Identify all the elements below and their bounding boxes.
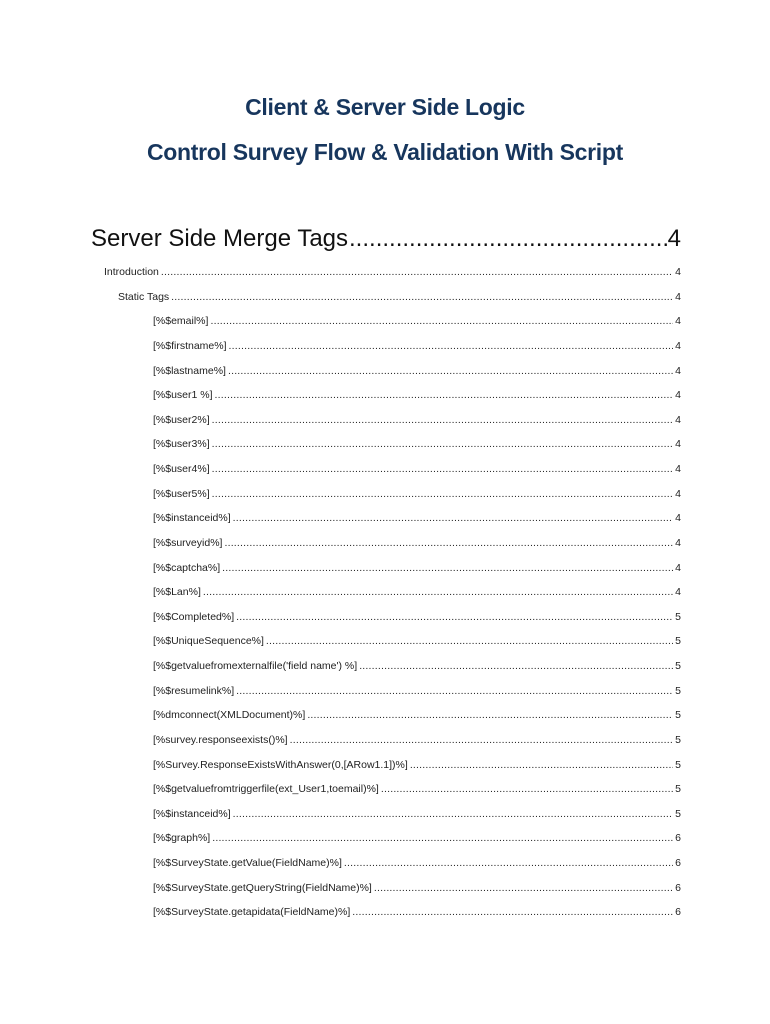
toc-entry-page-number: 4	[675, 512, 681, 525]
toc-entry-label: [%$instanceid%]	[153, 807, 231, 820]
toc-entry-page-number: 4	[675, 536, 681, 549]
toc-entry-label: [%Survey.ResponseExistsWithAnswer(0,[ARow1.1])%]	[153, 758, 408, 771]
toc-entry[interactable]	[153, 484, 681, 504]
toc-entry[interactable]	[153, 508, 681, 528]
toc-entry-page-number: 5	[675, 783, 681, 796]
toc-entry[interactable]	[153, 878, 681, 898]
toc-leader-dots	[236, 607, 673, 627]
toc-entry-page-number: 5	[675, 733, 681, 746]
toc-entry-page-number: 4	[675, 487, 681, 500]
toc-entry-label: [%dmconnect(XMLDocument)%]	[153, 709, 306, 722]
document-title: Client & Server Side Logic	[245, 94, 525, 120]
toc-leader-dots	[212, 410, 674, 430]
toc-entry[interactable]	[153, 361, 681, 381]
toc-entry-page-number: 4	[675, 438, 681, 451]
toc-entry-label: Introduction	[104, 266, 159, 278]
toc-entry-page-number: 4	[675, 561, 681, 574]
toc-entry-label: [%$email%]	[153, 315, 209, 328]
toc-entry-label: [%$SurveyState.getValue(FieldName)%]	[153, 857, 342, 870]
toc-leader-dots	[266, 631, 673, 651]
toc-leader-dots	[410, 755, 673, 775]
toc-entry-page-number: 4	[675, 463, 681, 476]
toc-entry-page-number: 6	[675, 906, 681, 919]
toc-entry[interactable]	[153, 804, 681, 824]
toc-entry-label: [%$graph%]	[153, 832, 211, 845]
toc-entry-page-number: 4	[675, 315, 681, 328]
toc-entry[interactable]	[153, 631, 681, 651]
toc-entry-page-number: 6	[675, 857, 681, 870]
toc-entry[interactable]	[153, 902, 681, 922]
toc-entry-page-number: 4	[675, 586, 681, 599]
toc-main-page-number: 4	[667, 225, 681, 252]
toc-entry-page-number: 5	[675, 807, 681, 820]
toc-entry[interactable]	[104, 262, 681, 282]
toc-entry-page-number: 4	[675, 290, 681, 303]
toc-entry[interactable]	[153, 385, 681, 405]
toc-entry-label: Static Tags	[118, 290, 170, 303]
toc-entry[interactable]	[153, 434, 681, 454]
toc-leader-dots	[359, 656, 673, 676]
toc-entry-label: [%$captcha%]	[153, 561, 221, 574]
toc-entry-label: [%$Lan%]	[153, 586, 201, 599]
toc-entry-label: [%$getvaluefromexternalfile('field name') %]	[153, 660, 358, 673]
toc-entry-page-number: 4	[675, 413, 681, 426]
toc-entry[interactable]	[153, 607, 681, 627]
toc-leader-dots	[233, 804, 674, 824]
toc-entry[interactable]	[153, 311, 681, 331]
toc-entry-page-number: 5	[675, 709, 681, 722]
toc-entry[interactable]	[153, 410, 681, 430]
toc-entry-label: [%$getvaluefromtriggerfile(ext_User1,toemail)%]	[153, 783, 379, 796]
toc-entry-label: [%$lastname%]	[153, 364, 226, 377]
toc-leader-dots	[236, 681, 673, 701]
toc-entry[interactable]	[153, 459, 681, 479]
toc-leader-dots	[222, 558, 673, 578]
toc-leader-dots	[290, 730, 674, 750]
toc-entry-label: [%$user2%]	[153, 413, 210, 426]
toc-entry-label: [%$UniqueSequence%]	[153, 635, 264, 648]
toc-entry-label: [%$SurveyState.getQueryString(FieldName)%]	[153, 881, 372, 894]
toc-leader-dots	[161, 262, 673, 282]
toc-leader-dots	[210, 311, 673, 331]
toc-entry[interactable]	[153, 533, 681, 553]
toc-leader-dots	[212, 484, 674, 504]
toc-entry[interactable]	[153, 779, 681, 799]
toc-entry[interactable]	[118, 287, 681, 307]
toc-entry-label: [%$SurveyState.getapidata(FieldName)%]	[153, 906, 351, 919]
toc-leader-dots	[215, 385, 674, 405]
toc-entry-page-number: 5	[675, 610, 681, 623]
toc-entry-page-number: 4	[675, 266, 681, 278]
toc-leader-dots	[171, 287, 673, 307]
toc-leader-dots	[352, 902, 673, 922]
toc-main-label: Server Side Merge Tags	[91, 225, 349, 252]
toc-leader-dots	[229, 336, 674, 356]
toc-entry-label: [%$user4%]	[153, 463, 210, 476]
toc-leader-dots	[307, 705, 673, 725]
toc-leader-dots	[212, 459, 674, 479]
toc-entry-page-number: 4	[675, 389, 681, 402]
toc-entry-page-number: 5	[675, 660, 681, 673]
toc-entry[interactable]	[153, 828, 681, 848]
toc-entry[interactable]	[153, 730, 681, 750]
toc-entry-label: [%$user5%]	[153, 487, 210, 500]
toc-entry[interactable]	[153, 681, 681, 701]
toc-leader-dots	[212, 828, 673, 848]
toc-entry[interactable]	[153, 853, 681, 873]
toc-leader-dots	[344, 853, 673, 873]
toc-leader-dots	[374, 878, 673, 898]
toc-entry-page-number: 6	[675, 832, 681, 845]
toc-entry-page-number: 5	[675, 758, 681, 771]
toc-entry-page-number: 4	[675, 339, 681, 352]
toc-entry-page-number: 6	[675, 881, 681, 894]
toc-leader-dots	[224, 533, 673, 553]
toc-main-entry[interactable]	[91, 223, 681, 255]
toc-entry-label: [%$resumelink%]	[153, 684, 235, 697]
toc-leader-dots	[228, 361, 673, 381]
toc-entry[interactable]	[153, 705, 681, 725]
toc-entry[interactable]	[153, 558, 681, 578]
toc-entry-label: [%$surveyid%]	[153, 536, 223, 549]
toc-entry-label: [%survey.responseexists()%]	[153, 733, 288, 746]
toc-leader-dots	[349, 223, 667, 255]
toc-entry-page-number: 4	[675, 364, 681, 377]
toc-leader-dots	[233, 508, 674, 528]
toc-leader-dots	[203, 582, 673, 602]
toc-entry[interactable]	[153, 582, 681, 602]
toc-entry-label: [%$instanceid%]	[153, 512, 231, 525]
toc-entry[interactable]	[153, 656, 681, 676]
toc-entry-label: [%$user1 %]	[153, 389, 213, 402]
toc-entry-label: [%$user3%]	[153, 438, 210, 451]
document-subtitle: Control Survey Flow & Validation With Script	[146, 139, 624, 165]
toc-entry-label: [%$firstname%]	[153, 339, 227, 352]
toc-leader-dots	[212, 434, 674, 454]
toc-entry-page-number: 5	[675, 635, 681, 648]
toc-entry-label: [%$Completed%]	[153, 610, 235, 623]
toc-leader-dots	[381, 779, 673, 799]
toc-entry-page-number: 5	[675, 684, 681, 697]
toc-entry[interactable]	[153, 755, 681, 775]
toc-entry[interactable]	[153, 336, 681, 356]
